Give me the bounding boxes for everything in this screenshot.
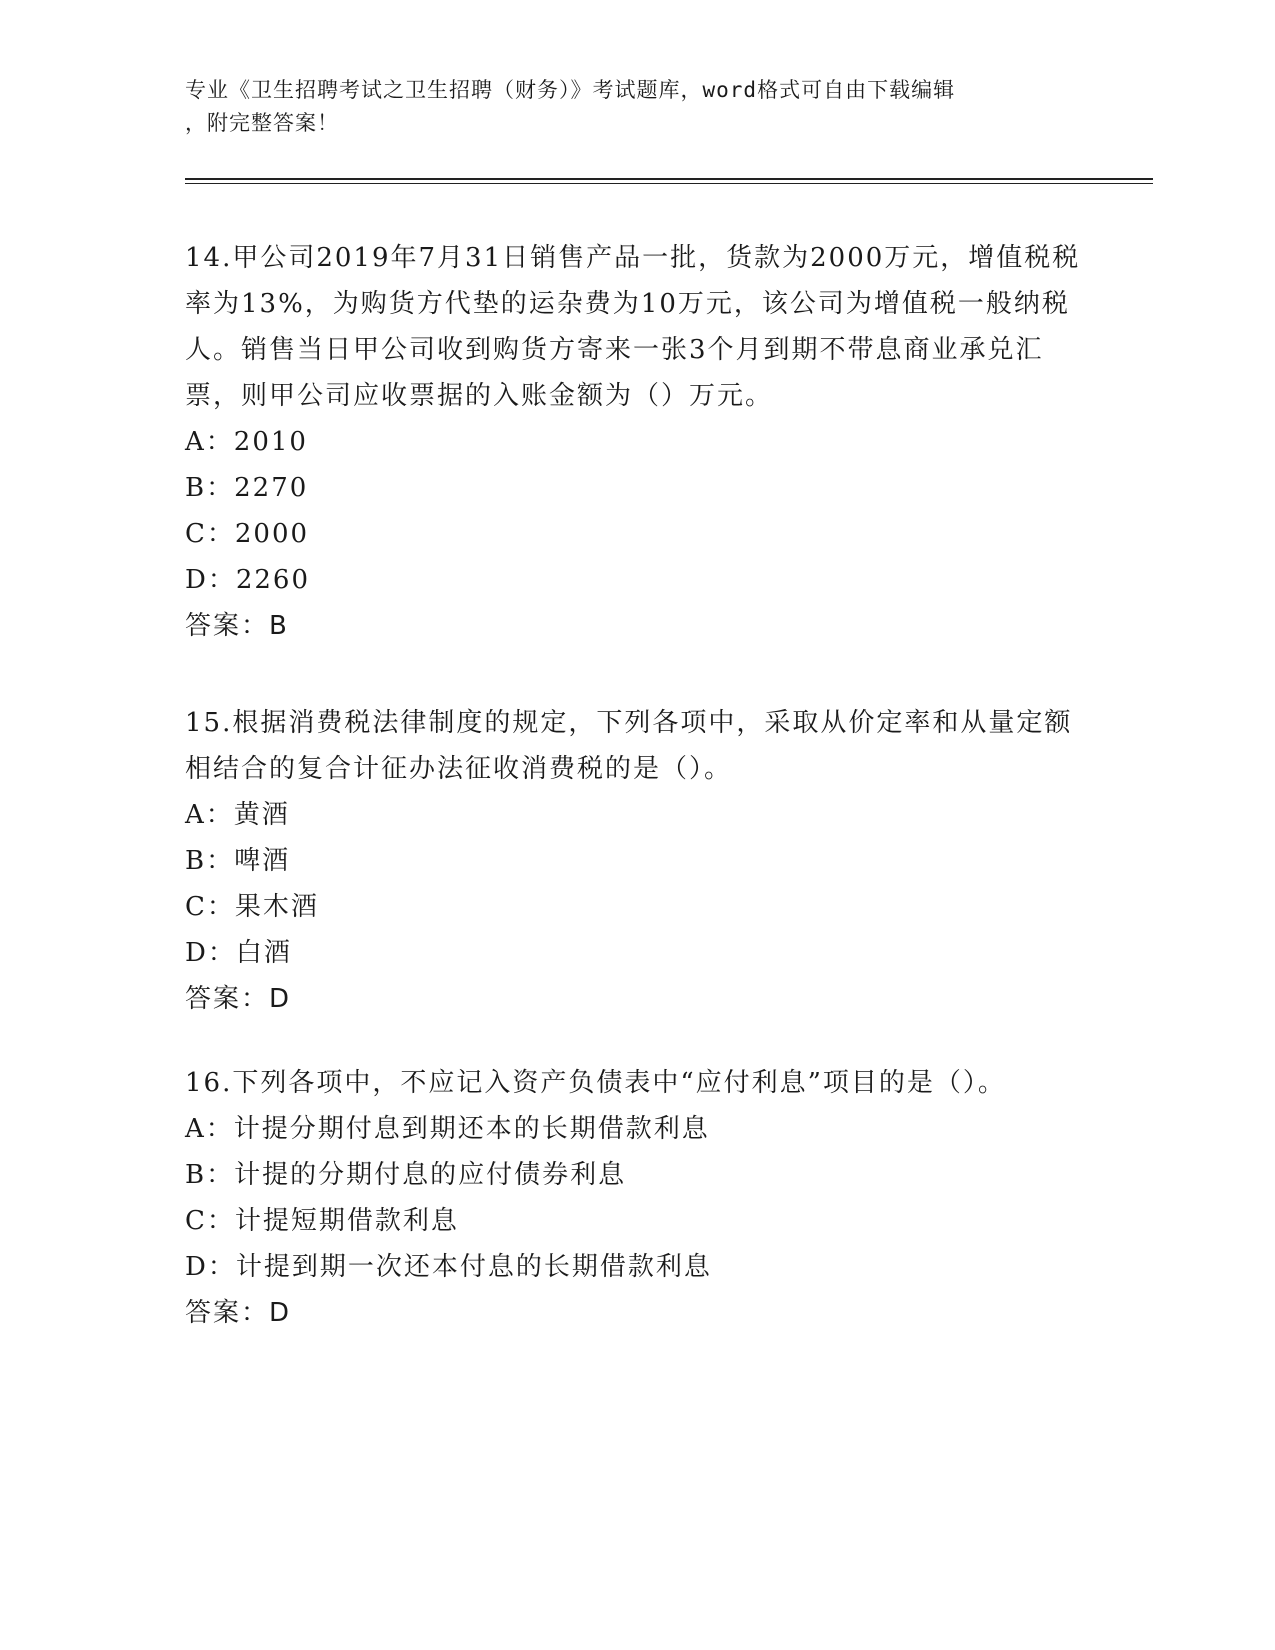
question-16 xyxy=(185,1060,1085,1336)
option-b: B：计提的分期付息的应付债券利息 xyxy=(185,1160,627,1190)
option-a: A：2010 xyxy=(185,427,308,457)
question-stem: 16.下列各项中，不应记入资产负债表中“应付利息”项目的是（）。 xyxy=(185,1068,1006,1098)
option-c: C：果木酒 xyxy=(185,892,319,922)
option-c: C：2000 xyxy=(185,519,310,549)
answer: 答案：B xyxy=(185,611,289,641)
question-stem: 15.根据消费税法律制度的规定，下列各项中，采取从价定率和从量定额相结合的复合计征办法征收消费税的是（）。 xyxy=(185,708,1073,784)
option-c: C：计提短期借款利息 xyxy=(185,1206,459,1236)
answer: 答案：D xyxy=(185,1298,292,1328)
question-stem: 14.甲公司2019年7月31日销售产品一批，货款为2000万元，增值税税率为13%，为购货方代垫的运杂费为10万元，该公司为增值税一般纳税人。销售当日甲公司收到购货方寄来一张3个月到期不带息商业承兑汇票，则甲公司应收票据的入账金额为（）万元。 xyxy=(185,243,1081,411)
question-15 xyxy=(185,700,1085,1022)
option-d: D：计提到期一次还本付息的长期借款利息 xyxy=(185,1252,712,1282)
option-a: A：黄酒 xyxy=(185,800,290,830)
option-d: D：白酒 xyxy=(185,938,292,968)
option-b: B：2270 xyxy=(185,473,309,503)
option-b: B：啤酒 xyxy=(185,846,291,876)
option-a: A：计提分期付息到期还本的长期借款利息 xyxy=(185,1114,710,1144)
answer: 答案：D xyxy=(185,984,292,1014)
header-divider-thick xyxy=(185,178,1153,180)
header-divider-thin xyxy=(185,183,1153,184)
option-d: D：2260 xyxy=(185,565,311,595)
header-line-1: 专业《卫生招聘考试之卫生招聘（财务）》考试题库，word格式可自由下载编辑 xyxy=(185,78,956,102)
header-line-2: ，附完整答案！ xyxy=(185,111,339,135)
document-header xyxy=(185,74,1065,140)
question-14 xyxy=(185,235,1085,649)
